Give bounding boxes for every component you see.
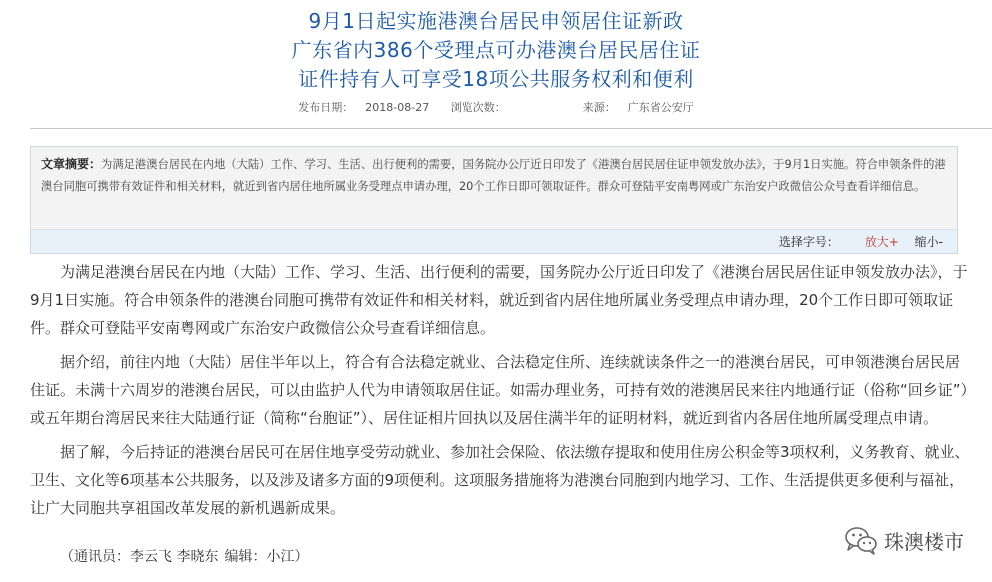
article-title-line-1: 9月1日起实施港澳台居民申领居住证新政 <box>308 9 684 33</box>
summary-label: 文章摘要： <box>41 157 102 171</box>
source-label: 来源： <box>582 101 616 114</box>
paragraph-3: 据了解，今后持证的港澳台居民可在居住地享受劳动就业、参加社会保险、依法缴存提取和使用住房公积金等3项权利，义务教育、就业、卫生、文化等6项基本公共服务，以及涉及诸多方面的9项便利。这项服务措施将为港澳台同胞到内地学习、工作、生活提供更多便利与福祉，让广大同胞共享祖国改革发展的新机遇新成果。 <box>30 443 970 517</box>
watermark <box>844 520 964 560</box>
wechat-icon <box>844 525 878 555</box>
font-size-bar <box>31 229 957 253</box>
summary-box <box>30 146 958 254</box>
credits-line <box>60 546 308 568</box>
article-title-line-3: 证件持有人可享受18项公共服务权利和便利 <box>298 67 694 91</box>
article-meta <box>0 100 992 116</box>
publish-date-label: 发布日期： <box>298 101 354 114</box>
watermark-text: 珠澳楼市 <box>884 529 964 554</box>
summary-text <box>31 147 957 233</box>
article-title-line-2: 广东省内386个受理点可办港澳台居民居住证 <box>291 38 701 62</box>
summary-content: 为满足港澳台居民在内地（大陆）工作、学习、生活、出行便利的需要，国务院办公厅近日印发了《港澳台居民居住证申领发放办法》，于9月1日实施。符合申领条件的港澳台同胞可携带有效证件和相关材料，就近到省内居住地所属业务受理点申请办理，20个工作日即可领取证件。群众可登陆平安南粤网或广东治安户政微信公众号查看详细信息。 <box>41 158 946 193</box>
editor-label: 编辑： <box>224 549 267 565</box>
source <box>577 101 700 114</box>
paragraph-2: 据介绍，前往内地（大陆）居住半年以上，符合有合法稳定就业、合法稳定住所、连续就读条件之一的港澳台居民，可申领港澳台居民居住证。未满十六周岁的港澳台居民，可以由监护人代为申请领取居住证。如需办理业务，可持有效的港澳居民来往内地通行证（俗称“回乡证”）或五年期台湾居民来往大陆通行证（简称“台胞证”）、居住证相片回执以及居住满半年的证明材料，就近到省内各居住地所属受理点申请。 <box>30 353 969 427</box>
article-body <box>30 258 970 528</box>
font-size-label: 选择字号： <box>778 235 839 249</box>
paragraph-1: 为满足港澳台居民在内地（大陆）工作、学习、生活、出行便利的需要，国务院办公厅近日印发了《港澳台居民居住证申领发放办法》，于9月1日实施。符合申领条件的港澳台同胞可携带有效证件和相关材料，就近到省内居住地所属业务受理点申请办理，20个工作日即可领取证件。群众可登陆平安南粤网或广东治安户政微信公众号查看详细信息。 <box>30 263 968 337</box>
view-count-label: 浏览次数： <box>450 101 506 114</box>
publish-date-value: 2018-08-27 <box>365 101 430 114</box>
credits-close-paren: ） <box>294 549 309 565</box>
header-divider <box>30 128 992 129</box>
publish-date <box>292 101 435 114</box>
source-value: 广东省公安厅 <box>627 101 694 114</box>
shrink-font-button[interactable]: 缩小- <box>914 235 943 249</box>
reporter-label: 通讯员： <box>74 549 130 565</box>
article-header <box>0 0 992 116</box>
editor-name: 小江 <box>266 549 295 565</box>
reporter-names: 李云飞 李晓东 <box>130 549 219 565</box>
enlarge-font-button[interactable]: 放大+ <box>864 235 899 249</box>
credits-open-paren: （ <box>60 549 74 565</box>
